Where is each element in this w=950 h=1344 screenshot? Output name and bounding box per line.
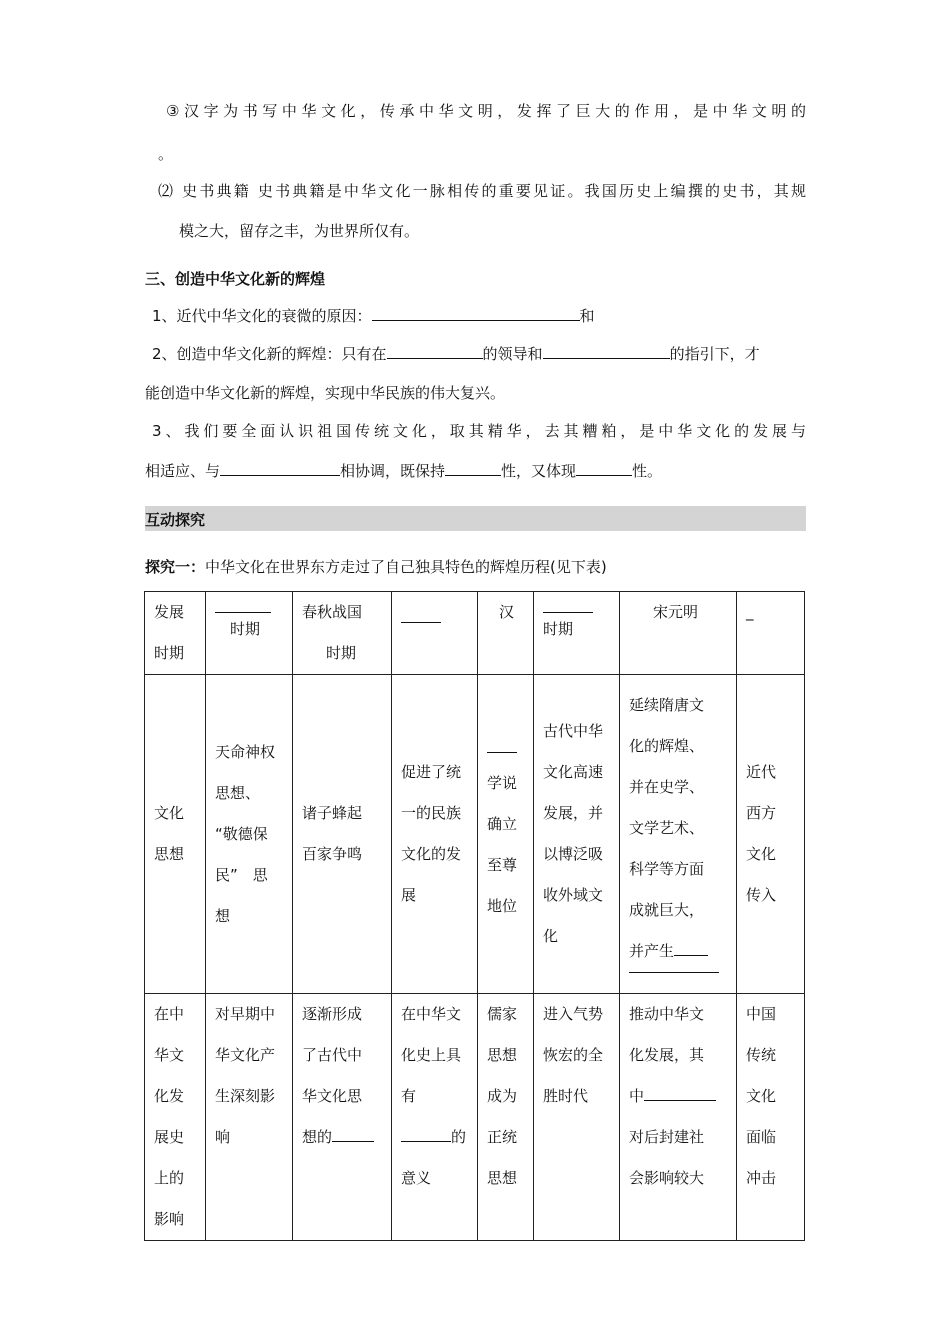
table-cell xyxy=(534,675,620,994)
answer-blank[interactable] xyxy=(644,1086,716,1101)
question-3-line1: 3、我们要全面认识祖国传统文化，取其精华，去其糟粕，是中华文化的发展与 xyxy=(152,422,806,440)
cell-line: 确立 xyxy=(487,814,518,833)
cell-line: 展 xyxy=(401,886,417,904)
section-band xyxy=(145,506,806,531)
answer-blank[interactable] xyxy=(674,941,708,956)
table-row xyxy=(145,994,805,1241)
cell-line: 百家争鸣 xyxy=(302,845,363,863)
cell-line: 促进了统 xyxy=(401,763,462,781)
cell-line: 化的辉煌、 xyxy=(629,736,705,755)
explore-label: 探究一： xyxy=(145,558,206,576)
question-1-tail: 和 xyxy=(579,307,595,325)
cell-line: 文化 xyxy=(746,845,777,863)
question-2-line2: 能创造中华文化新的辉煌，实现中华民族的伟大复兴。 xyxy=(145,384,506,402)
table-cell xyxy=(620,994,737,1241)
cell-line: 响 xyxy=(215,1128,231,1146)
table-cell xyxy=(620,675,737,994)
cell-line: 发展 xyxy=(154,603,185,621)
table-cell xyxy=(737,994,805,1241)
cell-line: 思想 xyxy=(487,1169,518,1187)
cell-line: 正统 xyxy=(487,1128,518,1146)
cell-line: 诸子蜂起 xyxy=(302,804,363,822)
cell-line: 思想、 xyxy=(215,783,261,802)
question-3-tail: 性。 xyxy=(632,462,663,480)
answer-blank[interactable] xyxy=(220,461,340,476)
cell-line: 化发 xyxy=(154,1087,185,1105)
cell-line: 华文化思 xyxy=(302,1087,363,1105)
question-2-mid: 的领导和 xyxy=(482,345,543,363)
table-cell xyxy=(534,994,620,1241)
cell-line-text: 的 xyxy=(451,1128,467,1146)
hanzi-paragraph xyxy=(166,101,806,121)
question-3-mid2: 性，又体现 xyxy=(501,462,577,480)
cell-line: 成为 xyxy=(487,1087,518,1105)
history-books-line2: 模之大，留存之丰，为世界所仅有。 xyxy=(179,222,420,240)
cell-line-text: 并产生 xyxy=(629,941,675,960)
cell-line: 在中 xyxy=(154,1005,185,1023)
question-1 xyxy=(152,306,595,326)
cell-line: 对早期中 xyxy=(215,1005,276,1023)
answer-blank[interactable] xyxy=(215,606,271,613)
cell-line: 时期 xyxy=(326,644,357,662)
question-3-mid: 相协调，既保持 xyxy=(340,462,446,480)
table-cell xyxy=(620,592,737,675)
table-cell xyxy=(145,994,206,1241)
cell-line: “敬德保 xyxy=(215,824,268,843)
cell-line: 至尊 xyxy=(487,855,518,874)
table-cell xyxy=(392,592,478,675)
cell-line: 近代 xyxy=(746,763,777,781)
cell-line: 华文化产 xyxy=(215,1046,276,1064)
history-table xyxy=(144,591,805,1241)
cell-line: 科学等方面 xyxy=(629,859,705,878)
cell-line: 时期 xyxy=(230,620,261,638)
cell-line: 生深刻影 xyxy=(215,1087,276,1105)
question-3-text: 相适应、与 xyxy=(145,462,221,480)
question-1-text: 1、近代中华文化的衰微的原因： xyxy=(152,307,372,325)
table-cell xyxy=(293,592,392,675)
section3-heading: 三、创造中华文化新的辉煌 xyxy=(145,270,326,288)
table-cell xyxy=(392,994,478,1241)
question-3-line2 xyxy=(145,461,662,481)
table-cell xyxy=(293,675,392,994)
cell-line: 传统 xyxy=(746,1046,777,1064)
cell-line: 想 xyxy=(215,906,231,925)
cell-line: 一的民族 xyxy=(401,804,462,822)
cell-line: 文学艺术、 xyxy=(629,818,705,837)
answer-blank[interactable] xyxy=(629,972,719,973)
cell-line xyxy=(629,931,736,972)
cell-line xyxy=(629,1076,736,1117)
table-cell xyxy=(206,994,293,1241)
answer-blank[interactable] xyxy=(401,621,441,623)
cell-line: 化史上具 xyxy=(401,1046,462,1064)
table-cell xyxy=(206,592,293,675)
table-cell xyxy=(737,675,805,994)
cell-line: 汉 xyxy=(499,603,515,621)
answer-blank[interactable] xyxy=(543,606,593,613)
answer-blank[interactable] xyxy=(387,344,483,359)
table-row xyxy=(145,592,805,675)
table-cell xyxy=(206,675,293,994)
table-cell xyxy=(534,592,620,675)
cell-line: 胜时代 xyxy=(543,1087,589,1105)
hanzi-paragraph-end: 。 xyxy=(158,145,174,163)
cell-line: 中国 xyxy=(746,1005,777,1023)
cell-line: 延续隋唐文 xyxy=(629,695,705,714)
cell-line: 春秋战国 xyxy=(302,603,363,621)
answer-blank[interactable] xyxy=(332,1127,374,1142)
cell-line: 传入 xyxy=(746,886,777,904)
cell-line: 地位 xyxy=(487,896,518,915)
cell-line: 并在史学、 xyxy=(629,777,705,796)
cell-line: 恢宏的全 xyxy=(543,1046,604,1064)
answer-blank[interactable] xyxy=(372,306,580,321)
cell-line: 展史 xyxy=(154,1128,185,1146)
cell-line: 在中华文 xyxy=(401,1005,462,1023)
table-cell xyxy=(145,675,206,994)
table-cell xyxy=(478,675,534,994)
table-cell xyxy=(392,675,478,994)
history-books-line1: ⑵ 史书典籍 史书典籍是中华文化一脉相传的重要见证。我国历史上编撰的史书，其规 xyxy=(158,182,806,200)
hanzi-paragraph-text: ③汉字为书写中华文化，传承中华文明，发挥了巨大的作用，是中华文明的 xyxy=(166,102,806,120)
cell-line xyxy=(302,1117,391,1158)
cell-line: 思想 xyxy=(487,1046,518,1064)
cell-line: 对后封建社 xyxy=(629,1128,705,1146)
table-cell xyxy=(478,592,534,675)
answer-blank[interactable] xyxy=(487,742,517,753)
cell-line: 古代中华 xyxy=(543,722,604,740)
cell-line: 宋元明 xyxy=(653,603,699,621)
cell-line: 发展，并 xyxy=(543,804,604,822)
cell-line: 民” 思 xyxy=(215,865,268,884)
question-2-text: 2、创造中华文化新的辉煌：只有在 xyxy=(152,345,387,363)
cell-line: 逐渐形成 xyxy=(302,1005,363,1023)
cell-line: 上的 xyxy=(154,1169,185,1187)
cell-line: 影响 xyxy=(154,1210,185,1228)
table-row xyxy=(145,675,805,994)
cell-line: 时期 xyxy=(543,620,574,638)
cell-line: 有 xyxy=(401,1087,417,1105)
cell-line: 华文 xyxy=(154,1046,185,1064)
cell-line: 文化高速 xyxy=(543,763,604,781)
cell-line: 推动中华文 xyxy=(629,1005,705,1023)
explore-text: 中华文化在世界东方走过了自己独具特色的辉煌历程(见下表) xyxy=(205,558,607,576)
table-cell xyxy=(478,994,534,1241)
explore-intro xyxy=(145,557,607,577)
band-title: 互动探究 xyxy=(145,511,206,529)
cell-line: 收外域文 xyxy=(543,886,604,904)
table-cell xyxy=(293,994,392,1241)
cell-line: 了古代中 xyxy=(302,1046,363,1064)
cell-line: 以博泛吸 xyxy=(543,845,604,863)
table-cell xyxy=(737,592,805,675)
cell-line: 时期 xyxy=(154,644,185,662)
cell-line: 文化 xyxy=(154,804,185,822)
cell-line: 化 xyxy=(543,927,559,945)
cell-line: 面临 xyxy=(746,1128,777,1146)
cell-line: 进入气势 xyxy=(543,1005,604,1023)
cell-line-text: 想的 xyxy=(302,1128,333,1146)
question-2 xyxy=(152,344,760,364)
cell-line: 冲击 xyxy=(746,1169,777,1187)
cell-line: 天命神权 xyxy=(215,742,276,761)
cell-line: 儒家 xyxy=(487,1005,518,1023)
question-2-tail: 的指引下，才 xyxy=(669,345,760,363)
cell-line: 思想 xyxy=(154,845,185,863)
cell-line xyxy=(401,1117,477,1158)
cell-line: 化发展，其 xyxy=(629,1046,705,1064)
cell-line: 文化 xyxy=(746,1087,777,1105)
table-cell xyxy=(145,592,206,675)
cell-line: 学说 xyxy=(487,773,518,792)
cell-line: 成就巨大， xyxy=(629,900,705,919)
answer-blank[interactable] xyxy=(576,461,632,476)
cell-line: 意义 xyxy=(401,1169,432,1187)
answer-blank[interactable] xyxy=(445,461,501,476)
answer-blank[interactable] xyxy=(543,344,670,359)
answer-blank[interactable] xyxy=(401,1127,451,1142)
cell-line-text: 中 xyxy=(629,1087,645,1105)
cell-line: 西方 xyxy=(746,804,777,822)
cell-line: 会影响较大 xyxy=(629,1169,705,1187)
cell-line: _ xyxy=(746,603,754,621)
cell-line: 文化的发 xyxy=(401,845,462,863)
